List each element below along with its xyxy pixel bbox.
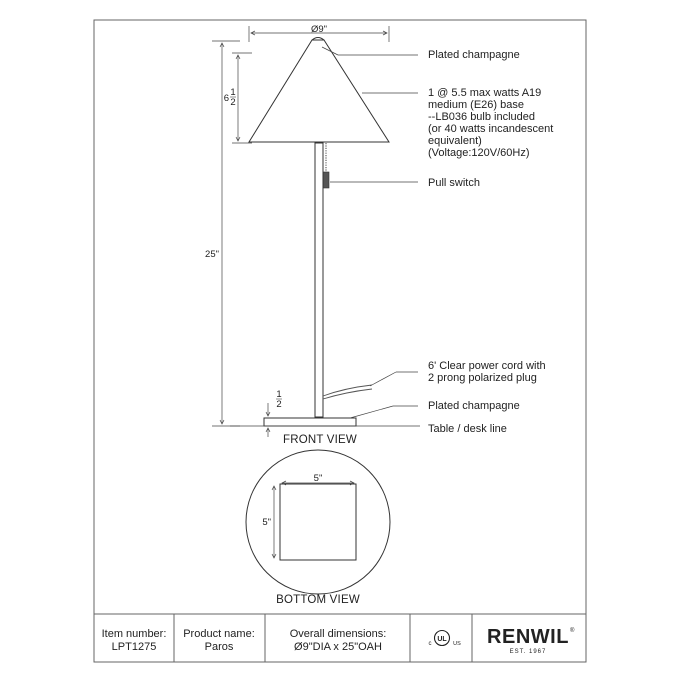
svg-text:UL: UL <box>437 636 447 643</box>
bottom-view-title: BOTTOM VIEW <box>276 594 360 606</box>
bulb-spec-line: --LB036 bulb included <box>428 111 536 123</box>
product-name-label: Product name: <box>183 628 255 640</box>
bottom-view <box>246 450 390 606</box>
power-cord-callout <box>428 360 546 384</box>
bulb-spec-line: medium (E26) base <box>428 99 524 111</box>
lamp-base <box>264 418 356 426</box>
item-number-value: LPT1275 <box>111 641 157 653</box>
bottom-width-label: 5" <box>313 473 323 484</box>
shade-width-label: Ø9" <box>310 24 328 35</box>
bottom-depth-dimension <box>272 486 276 558</box>
item-number-label: Item number: <box>101 628 167 640</box>
overall-dimensions-value: Ø9"DIA x 25"OAH <box>294 641 382 653</box>
svg-text:US: US <box>453 641 461 647</box>
bulb-spec-line: 1 @ 5.5 max watts A19 <box>428 87 542 99</box>
renwil-logo <box>487 626 575 655</box>
cord-spec-line: 2 prong polarized plug <box>428 372 537 384</box>
power-cord <box>323 385 372 399</box>
base-footprint-square <box>280 484 356 560</box>
bulb-spec-line: (Voltage:120V/60Hz) <box>428 147 530 159</box>
bottom-depth-label: 5" <box>262 517 271 528</box>
svg-text:2: 2 <box>276 399 282 410</box>
cord-spec-line: 6' Clear power cord with <box>428 360 546 372</box>
front-view-title: FRONT VIEW <box>283 434 357 446</box>
bulb-spec-callout <box>428 87 553 159</box>
base-finish-callout: Plated champagne <box>428 400 520 412</box>
brand-name: RENWIL <box>487 626 569 648</box>
table-line-callout: Table / desk line <box>428 423 507 435</box>
bulb-spec-line: equivalent) <box>428 135 482 147</box>
svg-text:2: 2 <box>230 97 236 108</box>
svg-text:6: 6 <box>223 93 229 104</box>
svg-text:c: c <box>428 641 432 647</box>
brand-established: EST. 1967 <box>509 649 547 655</box>
svg-text:1: 1 <box>276 389 282 400</box>
pull-switch <box>323 172 329 188</box>
lamp-stem <box>315 143 323 417</box>
svg-text:1: 1 <box>230 87 236 98</box>
pull-switch-callout: Pull switch <box>428 177 480 189</box>
base-height-label <box>276 389 282 410</box>
shade-height-label <box>224 87 236 108</box>
ul-certification-icon <box>429 631 462 648</box>
brand-registered-mark: ® <box>570 628 575 634</box>
overall-height-label: 25" <box>205 249 219 260</box>
overall-dimensions-label: Overall dimensions: <box>289 628 387 640</box>
shade-finish-callout: Plated champagne <box>428 49 520 61</box>
bulb-spec-line: (or 40 watts incandescent <box>428 123 554 135</box>
front-view <box>205 24 420 446</box>
title-block <box>94 614 586 662</box>
product-name-value: Paros <box>204 641 234 653</box>
